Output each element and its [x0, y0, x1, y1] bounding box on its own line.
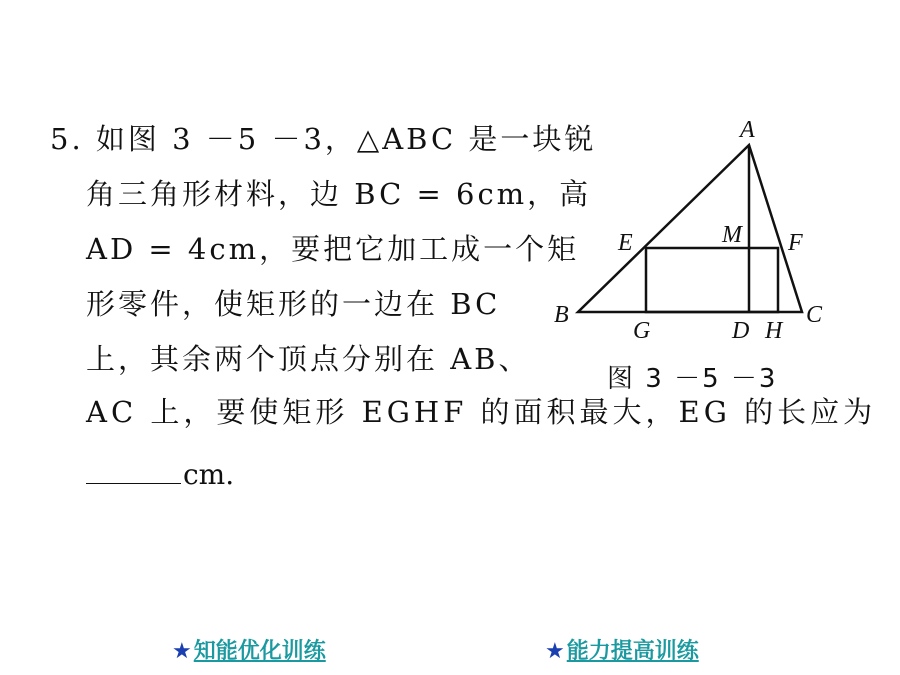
problem-line-5: 上，其余两个顶点分别在 AB、	[86, 342, 531, 376]
label-c: C	[806, 302, 823, 328]
triangle-figure	[540, 110, 840, 350]
star-icon: ★	[172, 639, 192, 664]
answer-unit: cm.	[183, 458, 235, 491]
problem-line-4: 形零件，使矩形的一边在 BC	[86, 287, 501, 321]
label-h: H	[765, 318, 783, 344]
label-b: B	[554, 302, 569, 328]
problem-line-6: AC 上，要使矩形 EGHF 的面积最大，EG 的长应为	[86, 395, 877, 429]
star-icon: ★	[545, 639, 565, 664]
label-m: M	[722, 222, 742, 248]
nav-link-basic-training-label: 知能优化训练	[193, 639, 326, 664]
rectangle-eghf	[646, 248, 778, 312]
nav-link-advanced-training-label: 能力提高训练	[566, 639, 699, 664]
label-a: A	[740, 117, 755, 143]
label-f: F	[788, 230, 803, 256]
figure-caption: 图 3 －5 －3	[607, 364, 778, 394]
label-d: D	[732, 318, 750, 344]
nav-link-advanced-training[interactable]	[545, 634, 699, 665]
problem-line-3: AD = 4cm，要把它加工成一个矩	[86, 232, 580, 266]
label-e: E	[618, 230, 633, 256]
answer-blank	[86, 483, 181, 484]
label-g: G	[633, 318, 651, 344]
problem-line-2: 角三角形材料，边 BC = 6cm，高	[86, 177, 592, 211]
nav-link-basic-training[interactable]	[172, 634, 326, 665]
problem-line-1: 5. 如图 3 －5 －3，△ABC 是一块锐	[50, 122, 597, 156]
triangle-abc	[578, 145, 802, 312]
